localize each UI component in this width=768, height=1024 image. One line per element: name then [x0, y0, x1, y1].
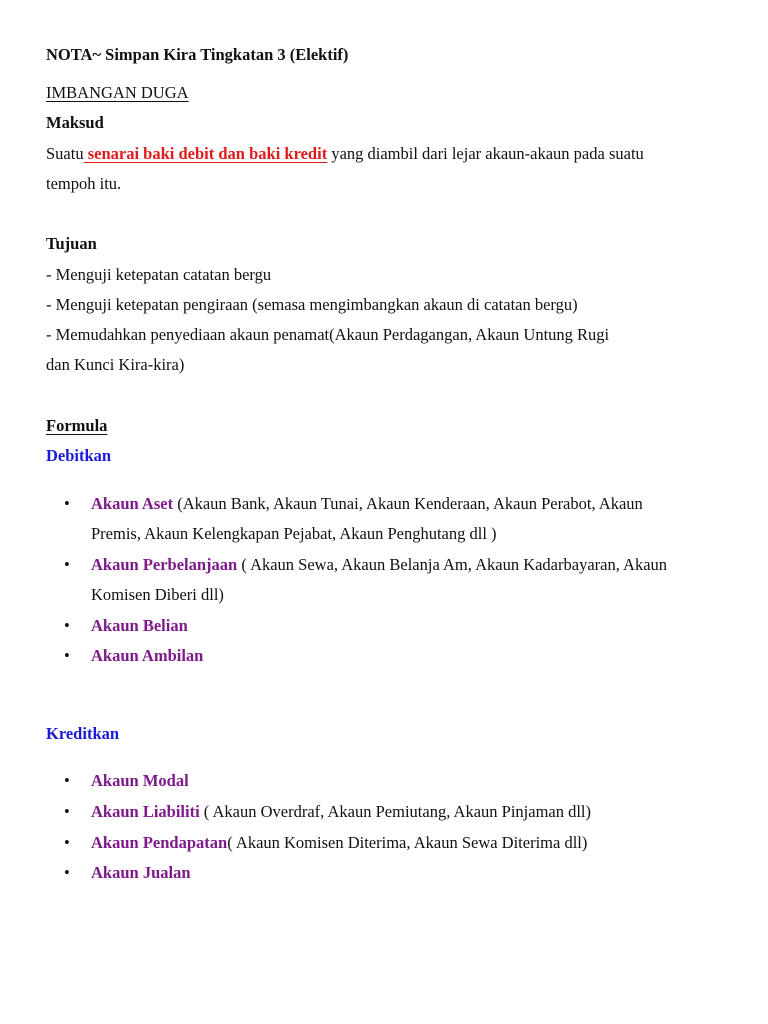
- bullet-icon: •: [64, 555, 70, 574]
- bullet-icon: •: [64, 771, 70, 790]
- debitkan-label: Debitkan: [46, 446, 112, 465]
- account-detail: (Akaun Bank, Akaun Tunai, Akaun Kenderaan, Akaun Perabot, Akaun: [173, 494, 643, 513]
- list-item: [0, 833, 768, 853]
- bullet-icon: •: [64, 494, 70, 513]
- page-title: NOTA~ Simpan Kira Tingkatan 3 (Elektif): [46, 45, 349, 64]
- list-item: [0, 863, 768, 883]
- bullet-icon: •: [64, 863, 70, 882]
- tujuan-item: - Memudahkan penyediaan akaun penamat(Akaun Perdagangan, Akaun Untung Rugi: [46, 325, 610, 344]
- section-heading-imbangan-duga: IMBANGAN DUGA: [46, 83, 189, 102]
- bullet-icon: •: [64, 646, 70, 665]
- list-item: [0, 616, 768, 636]
- bullet-icon: •: [64, 616, 70, 635]
- account-name: Akaun Ambilan: [91, 646, 204, 665]
- account-name: Akaun Modal: [91, 771, 189, 790]
- list-item: [0, 494, 768, 514]
- list-item: [0, 646, 768, 666]
- list-item: [0, 555, 768, 575]
- account-detail: ( Akaun Overdraf, Akaun Pemiutang, Akaun Pinjaman dll): [199, 802, 592, 821]
- account-name: Akaun Aset: [91, 494, 174, 513]
- account-name: Akaun Liabiliti: [91, 802, 200, 821]
- list-item-text: [91, 494, 643, 514]
- list-item-continuation: Premis, Akaun Kelengkapan Pejabat, Akaun Penghutang dll ): [91, 524, 497, 543]
- list-item-text: [91, 555, 667, 575]
- list-item: [0, 802, 768, 822]
- maksud-definition: [46, 144, 644, 164]
- list-item-text: [91, 802, 591, 822]
- maksud-definition-line2: tempoh itu.: [46, 174, 122, 193]
- tujuan-item: - Menguji ketepatan catatan bergu: [46, 265, 272, 284]
- tujuan-label: Tujuan: [46, 234, 97, 253]
- account-name: Akaun Belian: [91, 616, 188, 635]
- tujuan-item-continuation: dan Kunci Kira-kira): [46, 355, 185, 374]
- maksud-highlight: senarai baki debit dan baki kredit: [83, 144, 328, 163]
- account-detail: ( Akaun Komisen Diterima, Akaun Sewa Diterima dll): [227, 833, 588, 852]
- kreditkan-label: Kreditkan: [46, 724, 120, 743]
- formula-label: Formula: [46, 416, 108, 435]
- tujuan-item: - Menguji ketepatan pengiraan (semasa mengimbangkan akaun di catatan bergu): [46, 295, 578, 314]
- bullet-icon: •: [64, 802, 70, 821]
- list-item: [0, 771, 768, 791]
- maksud-label: Maksud: [46, 113, 104, 132]
- list-item-continuation: Komisen Diberi dll): [91, 585, 224, 604]
- account-name: Akaun Jualan: [91, 863, 191, 882]
- list-item-text: [91, 833, 587, 853]
- bullet-icon: •: [64, 833, 70, 852]
- account-name: Akaun Perbelanjaan: [91, 555, 238, 574]
- account-detail: ( Akaun Sewa, Akaun Belanja Am, Akaun Kadarbayaran, Akaun: [237, 555, 668, 574]
- account-name: Akaun Pendapatan: [91, 833, 228, 852]
- maksud-pre: Suatu: [46, 144, 84, 163]
- maksud-post: yang diambil dari lejar akaun-akaun pada suatu: [327, 144, 644, 163]
